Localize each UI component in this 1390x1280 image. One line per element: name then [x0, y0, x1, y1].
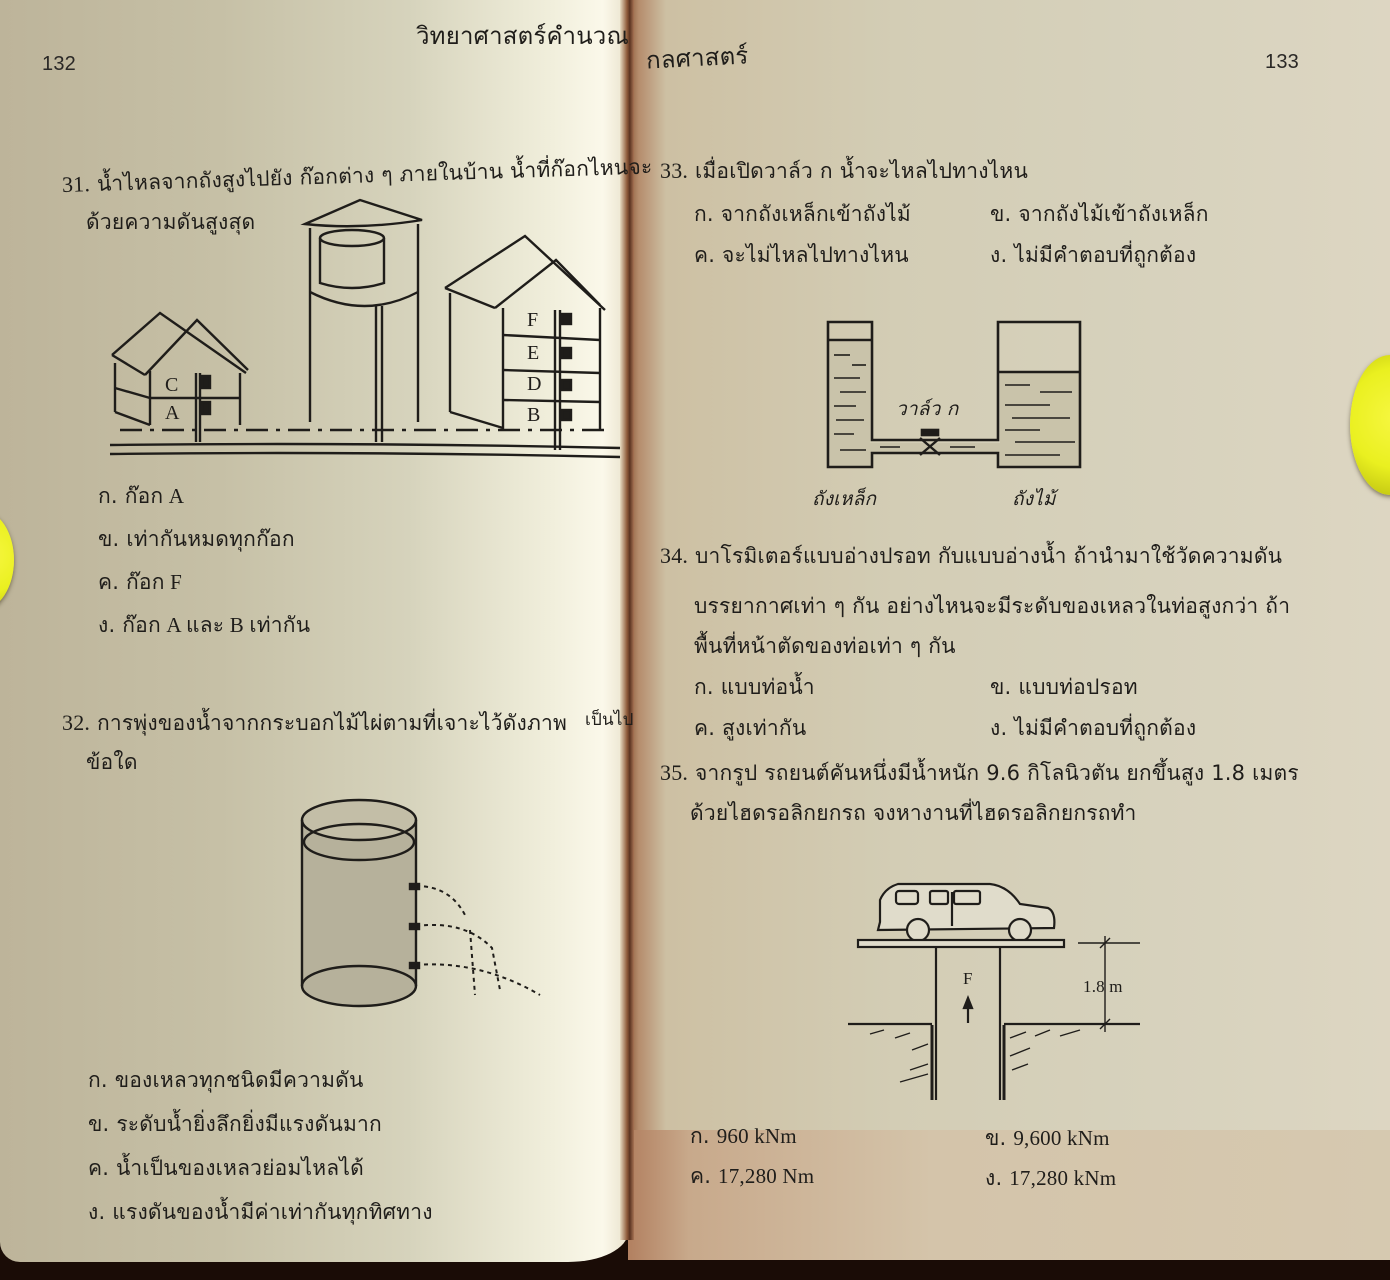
wood-tank-label: ถังไม้ [1012, 488, 1056, 510]
option-a[interactable]: ก. จากถังเหล็กเข้าถังไม้ [694, 202, 911, 226]
page-number-left: 132 [42, 53, 76, 75]
question-number: 33. [660, 158, 689, 183]
question-number: 31. [61, 171, 91, 197]
tap-label-C: C [165, 374, 179, 396]
question-text-line2: ด้วยไฮดรอลิกยกรถ จงหางานที่ไฮดรอลิกยกรถทำ [690, 801, 1137, 825]
force-label: F [963, 969, 973, 988]
tap-label-E: E [527, 342, 540, 364]
option-b[interactable]: ข. แบบท่อปรอท [990, 675, 1138, 699]
running-header-left: วิทยาศาสตร์คำนวณ [416, 22, 629, 50]
tap-label-F: F [527, 309, 539, 331]
option-c[interactable]: ค. จะไม่ไหลไปทางไหน [694, 243, 909, 267]
option-d[interactable]: ง. ไม่มีคำตอบที่ถูกต้อง [990, 243, 1197, 267]
question-text-tail: เป็นไป [585, 710, 634, 730]
running-header-right: กลศาสตร์ [645, 41, 750, 75]
tap-label-B: B [527, 404, 541, 426]
tap-label-D: D [527, 373, 542, 395]
water-tower-diagram [100, 180, 620, 470]
valve-label: วาล์ว ก [896, 398, 959, 420]
option-b[interactable]: ข. ระดับน้ำยิ่งลึกยิ่งมีแรงดันมาก [88, 1112, 382, 1136]
book-gutter [620, 0, 634, 1240]
question-text-line2: บรรยากาศเท่า ๆ กัน อย่างไหนจะมีระดับของเหลวในท่อสูงกว่า ถ้า [694, 594, 1291, 618]
option-b[interactable]: ข. จากถังไม้เข้าถังเหล็ก [990, 202, 1209, 226]
height-label: 1.8 m [1083, 977, 1123, 996]
option-c[interactable]: ค. น้ำเป็นของเหลวย่อมไหลได้ [88, 1156, 364, 1180]
question-number: 34. [660, 543, 689, 568]
question-text: จากรูป รถยนต์คันหนึ่งมีน้ำหนัก 9.6 กิโลนิวตัน ยกขึ้นสูง 1.8 เมตร [695, 761, 1299, 785]
question-text: บาโรมิเตอร์แบบอ่างปรอท กับแบบอ่างน้ำ ถ้านำมาใช้วัดความดัน [695, 544, 1283, 568]
tap-label-A: A [165, 402, 180, 424]
two-tanks-diagram [800, 310, 1100, 480]
option-d[interactable]: ง. 17,280 kNm [985, 1166, 1117, 1190]
steel-tank-label: ถังเหล็ก [812, 488, 877, 510]
question-number: 35. [660, 760, 689, 785]
option-a[interactable]: ก. 960 kNm [690, 1124, 797, 1148]
question-text-line2: ข้อใด [86, 750, 138, 774]
option-d[interactable]: ง. แรงดันของน้ำมีค่าเท่ากันทุกทิศทาง [88, 1200, 433, 1224]
question-number: 32. [62, 710, 91, 735]
option-b[interactable]: ข. 9,600 kNm [985, 1126, 1110, 1150]
bamboo-cylinder-diagram [280, 790, 570, 1020]
question-text: น้ำไหลจากถังสูงไปยัง ก๊อกต่าง ๆ ภายในบ้าน น้ำที่ก๊อกไหนจะ [96, 154, 653, 196]
option-b[interactable]: ข. เท่ากันหมดทุกก๊อก [98, 527, 295, 551]
option-c[interactable]: ค. ก๊อก F [98, 570, 182, 594]
option-a[interactable]: ก. ก๊อก A [98, 484, 185, 508]
option-c[interactable]: ค. สูงเท่ากัน [694, 716, 807, 740]
option-d[interactable]: ง. ไม่มีคำตอบที่ถูกต้อง [990, 716, 1197, 740]
option-a[interactable]: ก. แบบท่อน้ำ [694, 675, 815, 699]
page-number-right: 133 [1265, 51, 1299, 73]
question-text-line3: พื้นที่หน้าตัดของท่อเท่า ๆ กัน [694, 634, 956, 658]
option-c[interactable]: ค. 17,280 Nm [690, 1164, 815, 1188]
option-a[interactable]: ก. ของเหลวทุกชนิดมีความดัน [88, 1068, 364, 1092]
question-text-line2: ด้วยความดันสูงสุด [86, 210, 256, 234]
option-d[interactable]: ง. ก๊อก A และ B เท่ากัน [98, 613, 311, 637]
question-text: การพุ่งของน้ำจากกระบอกไม้ไผ่ตามที่เจาะไว้ดังภาพ [97, 711, 568, 735]
question-text: เมื่อเปิดวาล์ว ก น้ำจะไหลไปทางไหน [695, 159, 1029, 183]
